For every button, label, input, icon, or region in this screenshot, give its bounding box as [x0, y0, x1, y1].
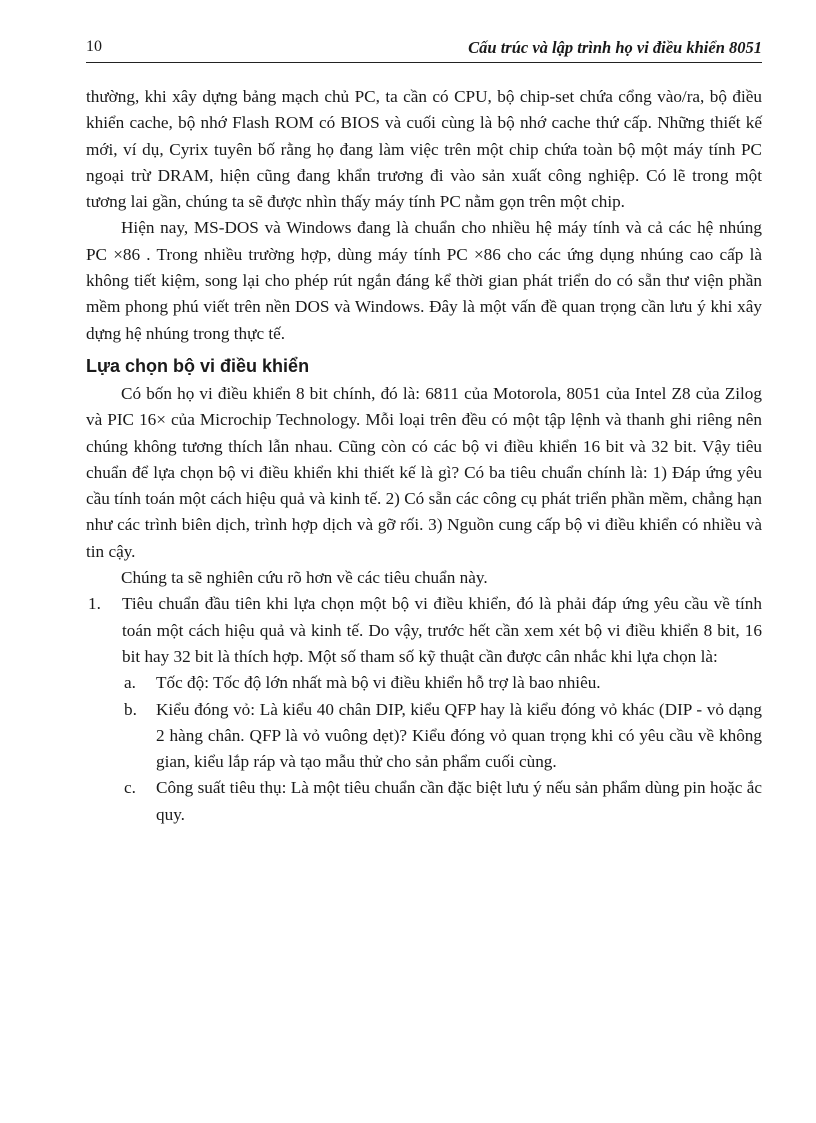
page-header [86, 36, 762, 63]
sub-list-item-text: Công suất tiêu thụ: Là một tiêu chuẩn cần đặc biệt lưu ý nếu sản phẩm dùng pin hoặc ắc quy. [156, 778, 762, 824]
sub-list-item [86, 670, 762, 696]
section-heading: Lựa chọn bộ vi điều khiển [86, 355, 310, 376]
sub-list-marker: a. [124, 673, 136, 693]
numbered-list-item [86, 591, 762, 670]
list-item-text: Tiêu chuẩn đầu tiên khi lựa chọn một bộ vi điều khiển, đó là phải đáp ứng yêu cầu về tính toán một cách hiệu quả và kinh tế. Do vậy, trước hết cần xem xét bộ vi điều khiển 8 bit, 16 bit hay 32 bit là thích hợp. Một số tham số kỹ thuật cần được cân nhắc khi lựa chọn là: [122, 594, 762, 666]
sub-list-item [86, 697, 762, 776]
sub-list-marker: b. [124, 699, 137, 719]
page-number: 10 [86, 38, 102, 55]
sub-list [86, 670, 762, 828]
paragraph-microcontroller-families: Có bốn họ vi điều khiển 8 bit chính, đó là: 6811 của Motorola, 8051 của Intel Z8 của Zilog và PIC 16× của Microchip Technology. Mỗi loại trên đều có một tập lệnh và thanh ghi riêng nên chúng không tương thích lẫn nhau. Cũng còn có các bộ vi điều khiển 16 bit và 32 bit. Vậy tiêu chuẩn để lựa chọn bộ vi điều khiển khi thiết kế là gì? Có ba tiêu chuẩn chính là: 1) Đáp ứng yêu cầu tính toán một cách hiệu quả và kinh tế. 2) Có sẵn các công cụ phát triển phần mềm, chẳng hạn như các trình biên dịch, trình hợp dịch và gỡ rối. 3) Nguồn cung cấp bộ vi điều khiển có nhiều và tin cậy. [86, 383, 762, 561]
sub-list-item-text: Tốc độ: Tốc độ lớn nhất mà bộ vi điều khiển hỗ trợ là bao nhiêu. [156, 673, 601, 693]
page-body [86, 84, 762, 828]
sub-list-item-text: Kiểu đóng vỏ: Là kiểu 40 chân DIP, kiểu QFP hay là kiểu đóng vỏ khác (DIP - vỏ dạng 2 hàng chân. QFP là vỏ vuông dẹt)? Kiểu đóng vỏ quan trọng khi có yêu cầu về không gian, kiểu lắp ráp và tạo mẫu thử cho sản phẩm cuối cùng. [156, 699, 762, 772]
sub-list-marker: c. [124, 778, 136, 798]
paragraph-intro-criteria: Chúng ta sẽ nghiên cứu rõ hơn về các tiêu chuẩn này. [121, 568, 488, 588]
paragraph-continuation: thường, khi xây dựng bảng mạch chủ PC, ta cần có CPU, bộ chip-set chứa cổng vào/ra, bộ điều khiển cache, bộ nhớ Flash ROM có BIOS và cuối cùng là bộ nhớ cache thứ cấp. Những thiết kế mới, ví dụ, Cyrix tuyên bố rằng họ đang làm việc trên một chip chứa toàn bộ một máy tính PC ngoại trừ DRAM, hiện cũng đang khẩn trương đi vào sản xuất công nghiệp. Có lẽ trong một tương lai gần, chúng ta sẽ được nhìn thấy máy tính PC nằm gọn trên một chip. [86, 87, 762, 212]
sub-list-item [86, 775, 762, 828]
running-title: Cấu trúc và lập trình họ vi điều khiển 8051 [468, 38, 762, 57]
list-marker: 1. [88, 594, 101, 614]
paragraph-msdos-windows: Hiện nay, MS-DOS và Windows đang là chuẩn cho nhiều hệ máy tính và cả các hệ nhúng PC ×86 . Trong nhiều trường hợp, dùng máy tính PC ×86 cho các ứng dụng nhúng cao cấp là không tiết kiệm, song lại cho phép rút ngắn đáng kể thời gian phát triển do có sẵn thư viện phần mềm phong phú viết trên nền DOS và Windows. Đây là một vấn đề quan trọng cần lưu ý khi xây dựng hệ nhúng trong thực tế. [86, 218, 762, 343]
